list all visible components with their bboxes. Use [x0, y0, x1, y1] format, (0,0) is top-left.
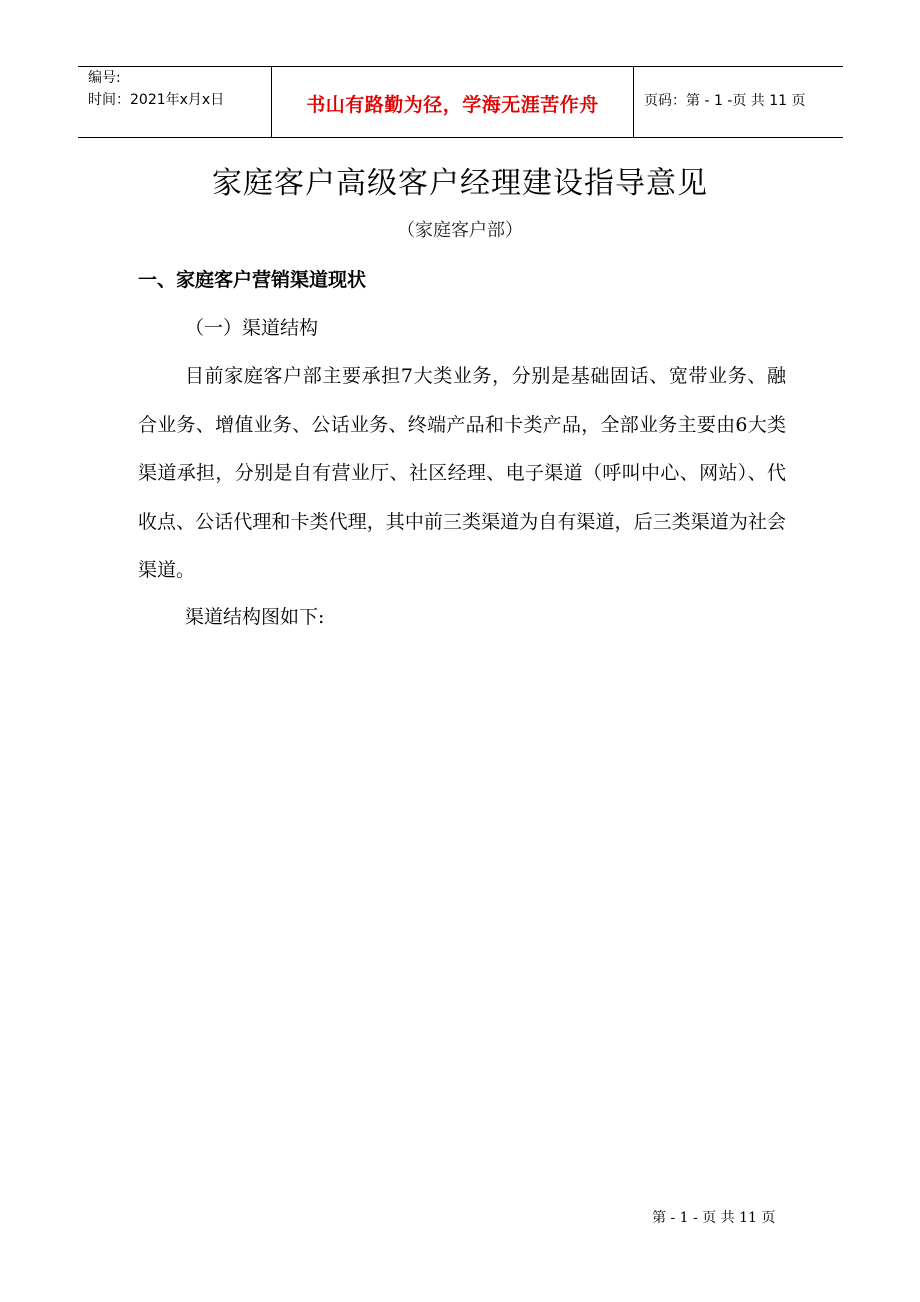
subsection-heading: （一）渠道结构 [185, 317, 319, 339]
header-motto-cell [272, 67, 634, 137]
diagram-intro-text: 渠道结构图如下: [185, 606, 325, 628]
header-page-cell [634, 67, 843, 137]
document-number-label: 编号: [88, 70, 121, 86]
header-motto: 书山有路勤为径，学海无涯苦作舟 [306, 94, 599, 116]
body-paragraph: 目前家庭客户部主要承担7大类业务，分别是基础固话、宽带业务、融合业务、增值业务、公话业务、终端产品和卡类产品，全部业务主要由6大类渠道承担，分别是自有营业厅、社区经理、电子渠道（呼叫中心、网站）、代收点、公话代理和卡类代理，其中前三类渠道为自有渠道，后三类渠道为社会渠道。 [138, 365, 786, 581]
page-header [78, 66, 843, 138]
page-footer: 第 - 1 - 页 共 11 页 [652, 1210, 776, 1226]
section-heading: 一、家庭客户营销渠道现状 [138, 269, 367, 291]
header-page-number: 页码：第 - 1 -页 共 11 页 [644, 93, 806, 109]
header-meta-cell [78, 67, 272, 137]
document-subtitle: （家庭客户部） [397, 220, 523, 241]
document-date-label: 时间：2021年x月x日 [88, 92, 225, 108]
document-title: 家庭客户高级客户经理建设指导意见 [212, 166, 708, 201]
